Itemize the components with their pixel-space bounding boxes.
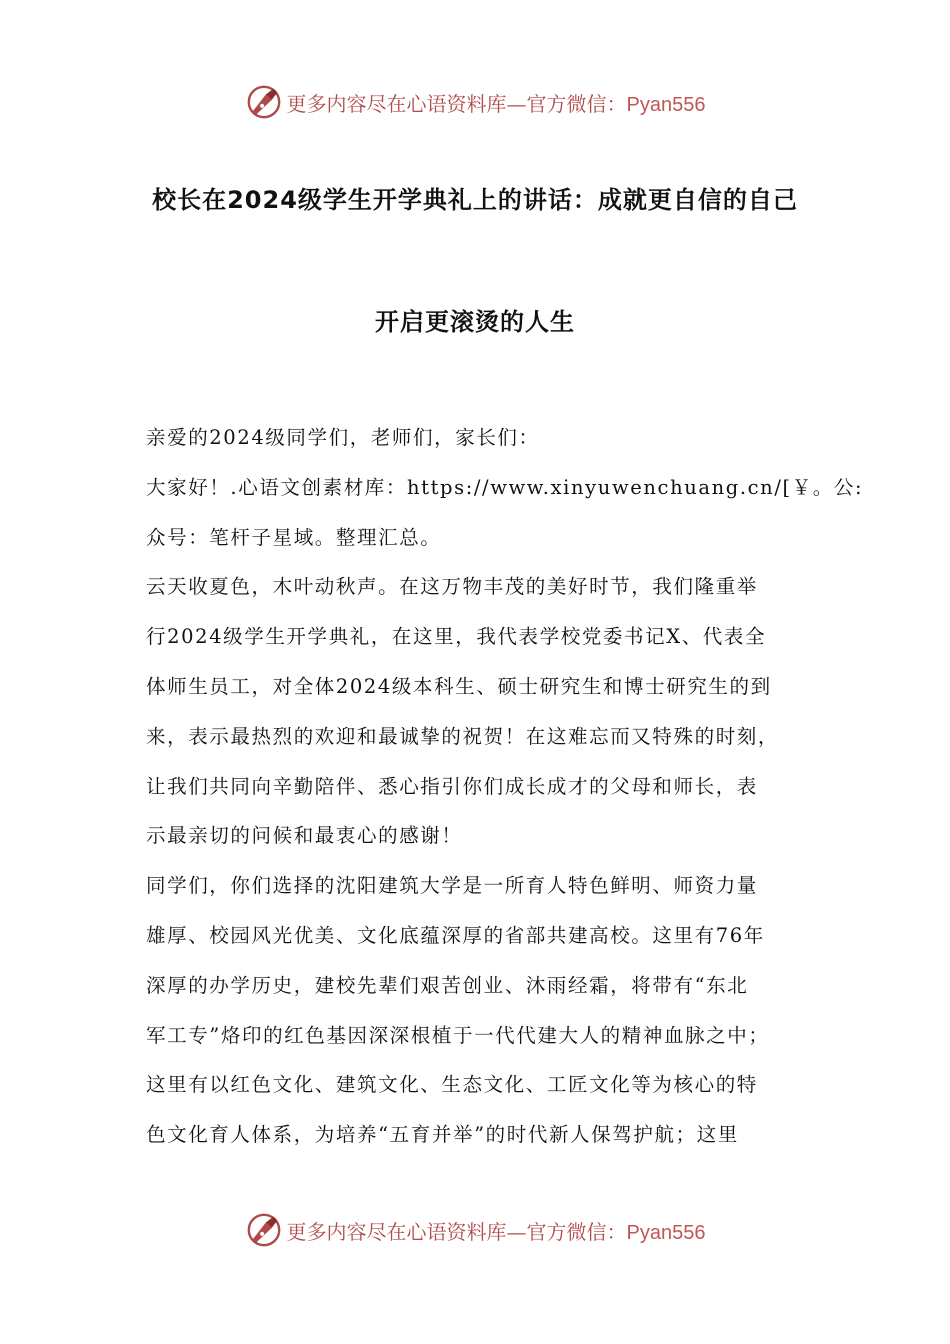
body-line: 军工专”烙印的红色基因深深根植于一代代建大人的精神血脉之中； xyxy=(146,1023,770,1047)
body-line: 来，表示最热烈的欢迎和最诚挚的祝贺！在这难忘而又特殊的时刻， xyxy=(146,724,780,748)
body-line: 同学们，你们选择的沈阳建筑大学是一所育人特色鲜明、师资力量 xyxy=(146,874,758,898)
watermark-text xyxy=(287,88,706,117)
body-line: 众号：笔杆子星域。整理汇总。 xyxy=(146,525,442,549)
document-body xyxy=(146,413,864,1160)
body-line: 行2024级学生开学典礼，在这里，我代表学校党委书记X、代表全 xyxy=(146,625,767,649)
footer-watermark xyxy=(0,1206,950,1254)
pen-nib-logo-icon xyxy=(245,1211,283,1249)
body-line: 这里有以红色文化、建筑文化、生态文化、工匠文化等为核心的特 xyxy=(146,1073,758,1097)
body-line: 深厚的办学历史，建校先辈们艰苦创业、沐雨经霜，将带有“东北 xyxy=(146,973,749,997)
body-line: 让我们共同向辛勤陪伴、悉心指引你们成长成才的父母和师长，表 xyxy=(146,774,758,798)
watermark-text xyxy=(287,1216,706,1245)
pen-nib-logo-icon xyxy=(245,83,283,121)
watermark-label: 更多内容尽在心语资料库—官方微信： xyxy=(286,1219,627,1244)
watermark-wechat-id: Pyan556 xyxy=(626,1221,706,1244)
watermark-wechat-id: Pyan556 xyxy=(626,93,706,116)
body-line: 亲爱的2024级同学们，老师们，家长们： xyxy=(146,426,540,449)
body-line: 云天收夏色，木叶动秋声。在这万物丰茂的美好时节，我们隆重举 xyxy=(146,575,758,599)
watermark-label: 更多内容尽在心语资料库—官方微信： xyxy=(286,91,627,116)
body-line: 示最亲切的问候和最衷心的感谢！ xyxy=(146,824,463,848)
body-line: 雄厚、校园风光优美、文化底蕴深厚的省部共建高校。这里有76年 xyxy=(146,923,765,947)
body-line: 色文化育人体系，为培养“五育并举”的时代新人保驾护航；这里 xyxy=(146,1123,739,1147)
document-title-line-1: 校长在2024级学生开学典礼上的讲话：成就更自信的自己 xyxy=(152,186,798,214)
header-watermark xyxy=(0,78,950,126)
body-line: 大家好！.心语文创素材库：https://www.xinyuwenchuang.cn/[￥。公: xyxy=(146,475,864,499)
document-title-line-2: 开启更滚烫的人生 xyxy=(375,308,575,336)
body-line: 体师生员工，对全体2024级本科生、硕士研究生和博士研究生的到 xyxy=(146,674,772,698)
